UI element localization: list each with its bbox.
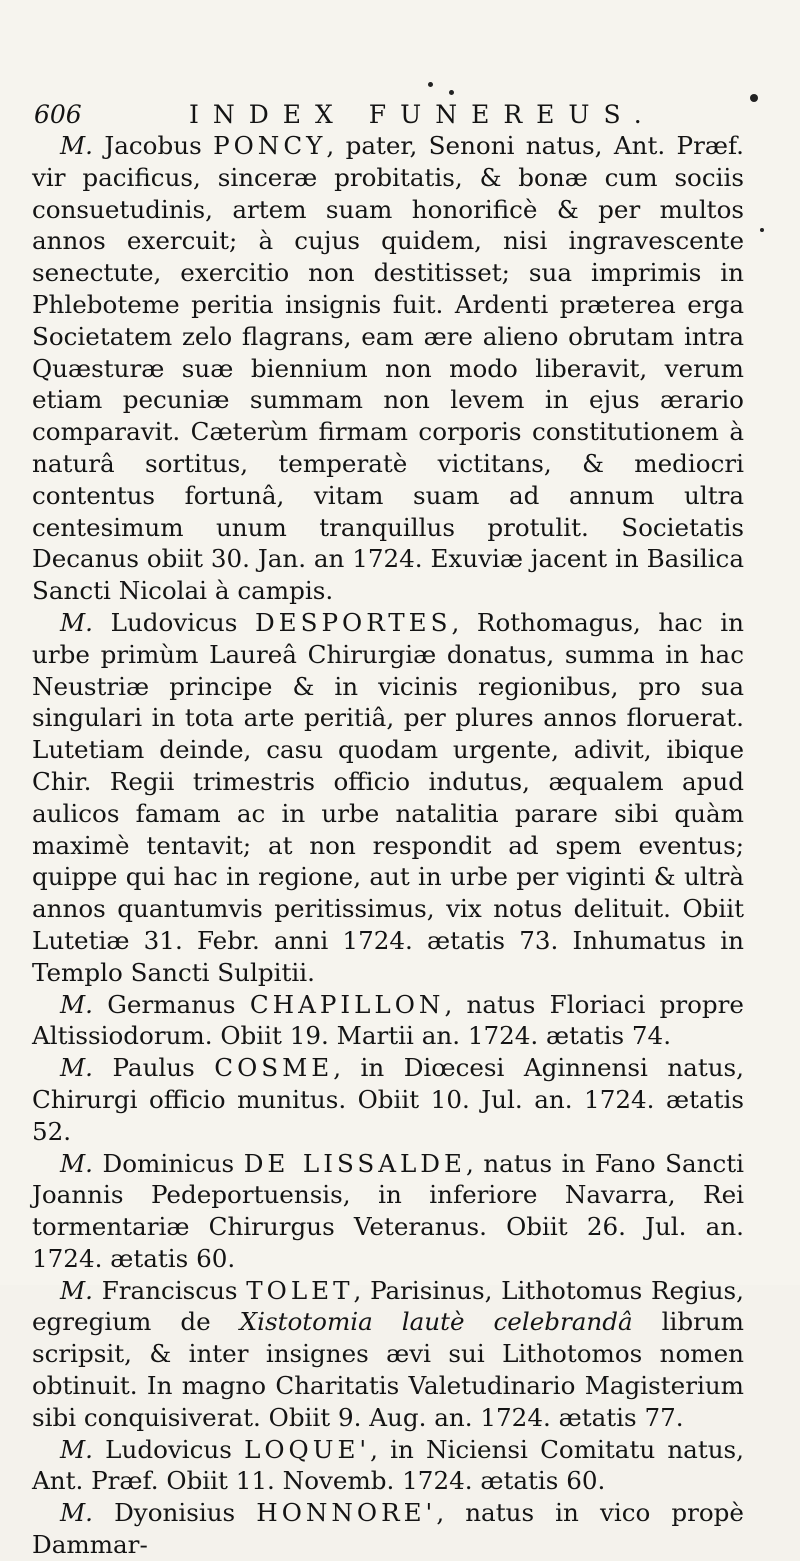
surname: HONNORE' xyxy=(256,1498,437,1528)
surname: COSME xyxy=(214,1053,334,1083)
obituary-entry: M. Dominicus DE LISSALDE, natus in Fano Sancti Joannis Pedeportuensis, in inferiore Navarra, Rei tormentariæ Chirurgus Veteranus. Obiit 26. Jul. an. 1724. ætatis 60. xyxy=(32,1148,744,1273)
running-header xyxy=(34,98,754,132)
obituary-entry: M. Jacobus PONCY, pater, Senoni natus, Ant. Præf. vir pacificus, sinceræ probitatis, & bonæ cum sociis consuetudinis, artem suam honorificè & per multos annos exercuit; à cujus quidem, nisi ingravescente senectute, exercitio non destitisset; sua imprimis in Phleboteme peritia insignis fuit. Ardenti præterea erga Societatem zelo flagrans, eam ære alieno obrutam intra Quæsturæ suæ biennium non modo liberavit, verum etiam pecuniæ summam non levem in ejus ærario comparavit. Cæterùm firmam corporis constitutionem à naturâ sortitus, temperatè victitans, & mediocri contentus fortunâ, vitam suam ad annum ultra centesimum unum tranquillus protulit. Societatis Decanus obiit 30. Jan. an 1724. Exuviæ jacent in Basilica Sancti Nicolai à campis. xyxy=(32,131,744,606)
obituary-entry: M. Paulus COSME, in Diœcesi Aginnensi natus, Chirurgi officio munitus. Obiit 10. Jul. an. 1724. ætatis 52. xyxy=(32,1053,744,1146)
obituary-entry: M. Ludovicus LOQUE', in Niciensi Comitatu natus, Ant. Præf. Obiit 11. Novemb. 1724. ætatis 60. xyxy=(32,1434,744,1496)
running-title: INDEX FUNEREUS. xyxy=(189,100,656,129)
book-title: Xistotomia lautè celebrandâ xyxy=(239,1307,633,1337)
surname: LOQUE' xyxy=(244,1434,371,1464)
surname: CHAPILLON xyxy=(249,989,445,1019)
surname: DE LISSALDE xyxy=(243,1148,466,1178)
surname: TOLET xyxy=(246,1275,354,1305)
obituary-entry: M. Germanus CHAPILLON, natus Floriaci propre Altissiodorum. Obiit 19. Martii an. 1724. ætatis 74. xyxy=(32,989,744,1051)
surname: DESPORTES xyxy=(254,607,452,637)
obituary-entry: M. Ludovicus DESPORTES, Rothomagus, hac in urbe primùm Laureâ Chirurgiæ donatus, summa in hac Neustriæ principe & in vicinis regionibus, pro sua singulari in tota arte peritiâ, per plures annos floruerat. Lutetiam deinde, casu quodam urgente, adivit, ibique Chir. Regii trimestris officio indutus, æqualem apud aulicos famam ac in urbe natalitia parare sibi quàm maximè tentavit; at non respondit ad spem eventus; quippe qui hac in regione, aut in urbe per viginti & ultrà annos quantumvis peritissimus, vix notus delituit. Obiit Lutetiæ 31. Febr. anni 1724. ætatis 73. Inhumatus in Templo Sancti Sulpitii. xyxy=(32,607,744,987)
obituary-entry: M. Dyonisius HONNORE', natus in vico propè Dammar- xyxy=(32,1498,744,1560)
obituary-entry: M. Franciscus TOLET, Parisinus, Lithotomus Regius, egregium de Xistotomia lautè celebrandâ librum scripsit, & inter insignes ævi sui Lithotomos nomen obtinuit. In magno Charitatis Valetudinario Magisterium sibi conquisiverat. Obiit 9. Aug. an. 1724. ætatis 77. xyxy=(32,1275,744,1432)
page-body xyxy=(32,130,744,1561)
page-number: 606 xyxy=(34,100,82,129)
surname: PONCY xyxy=(213,131,327,160)
